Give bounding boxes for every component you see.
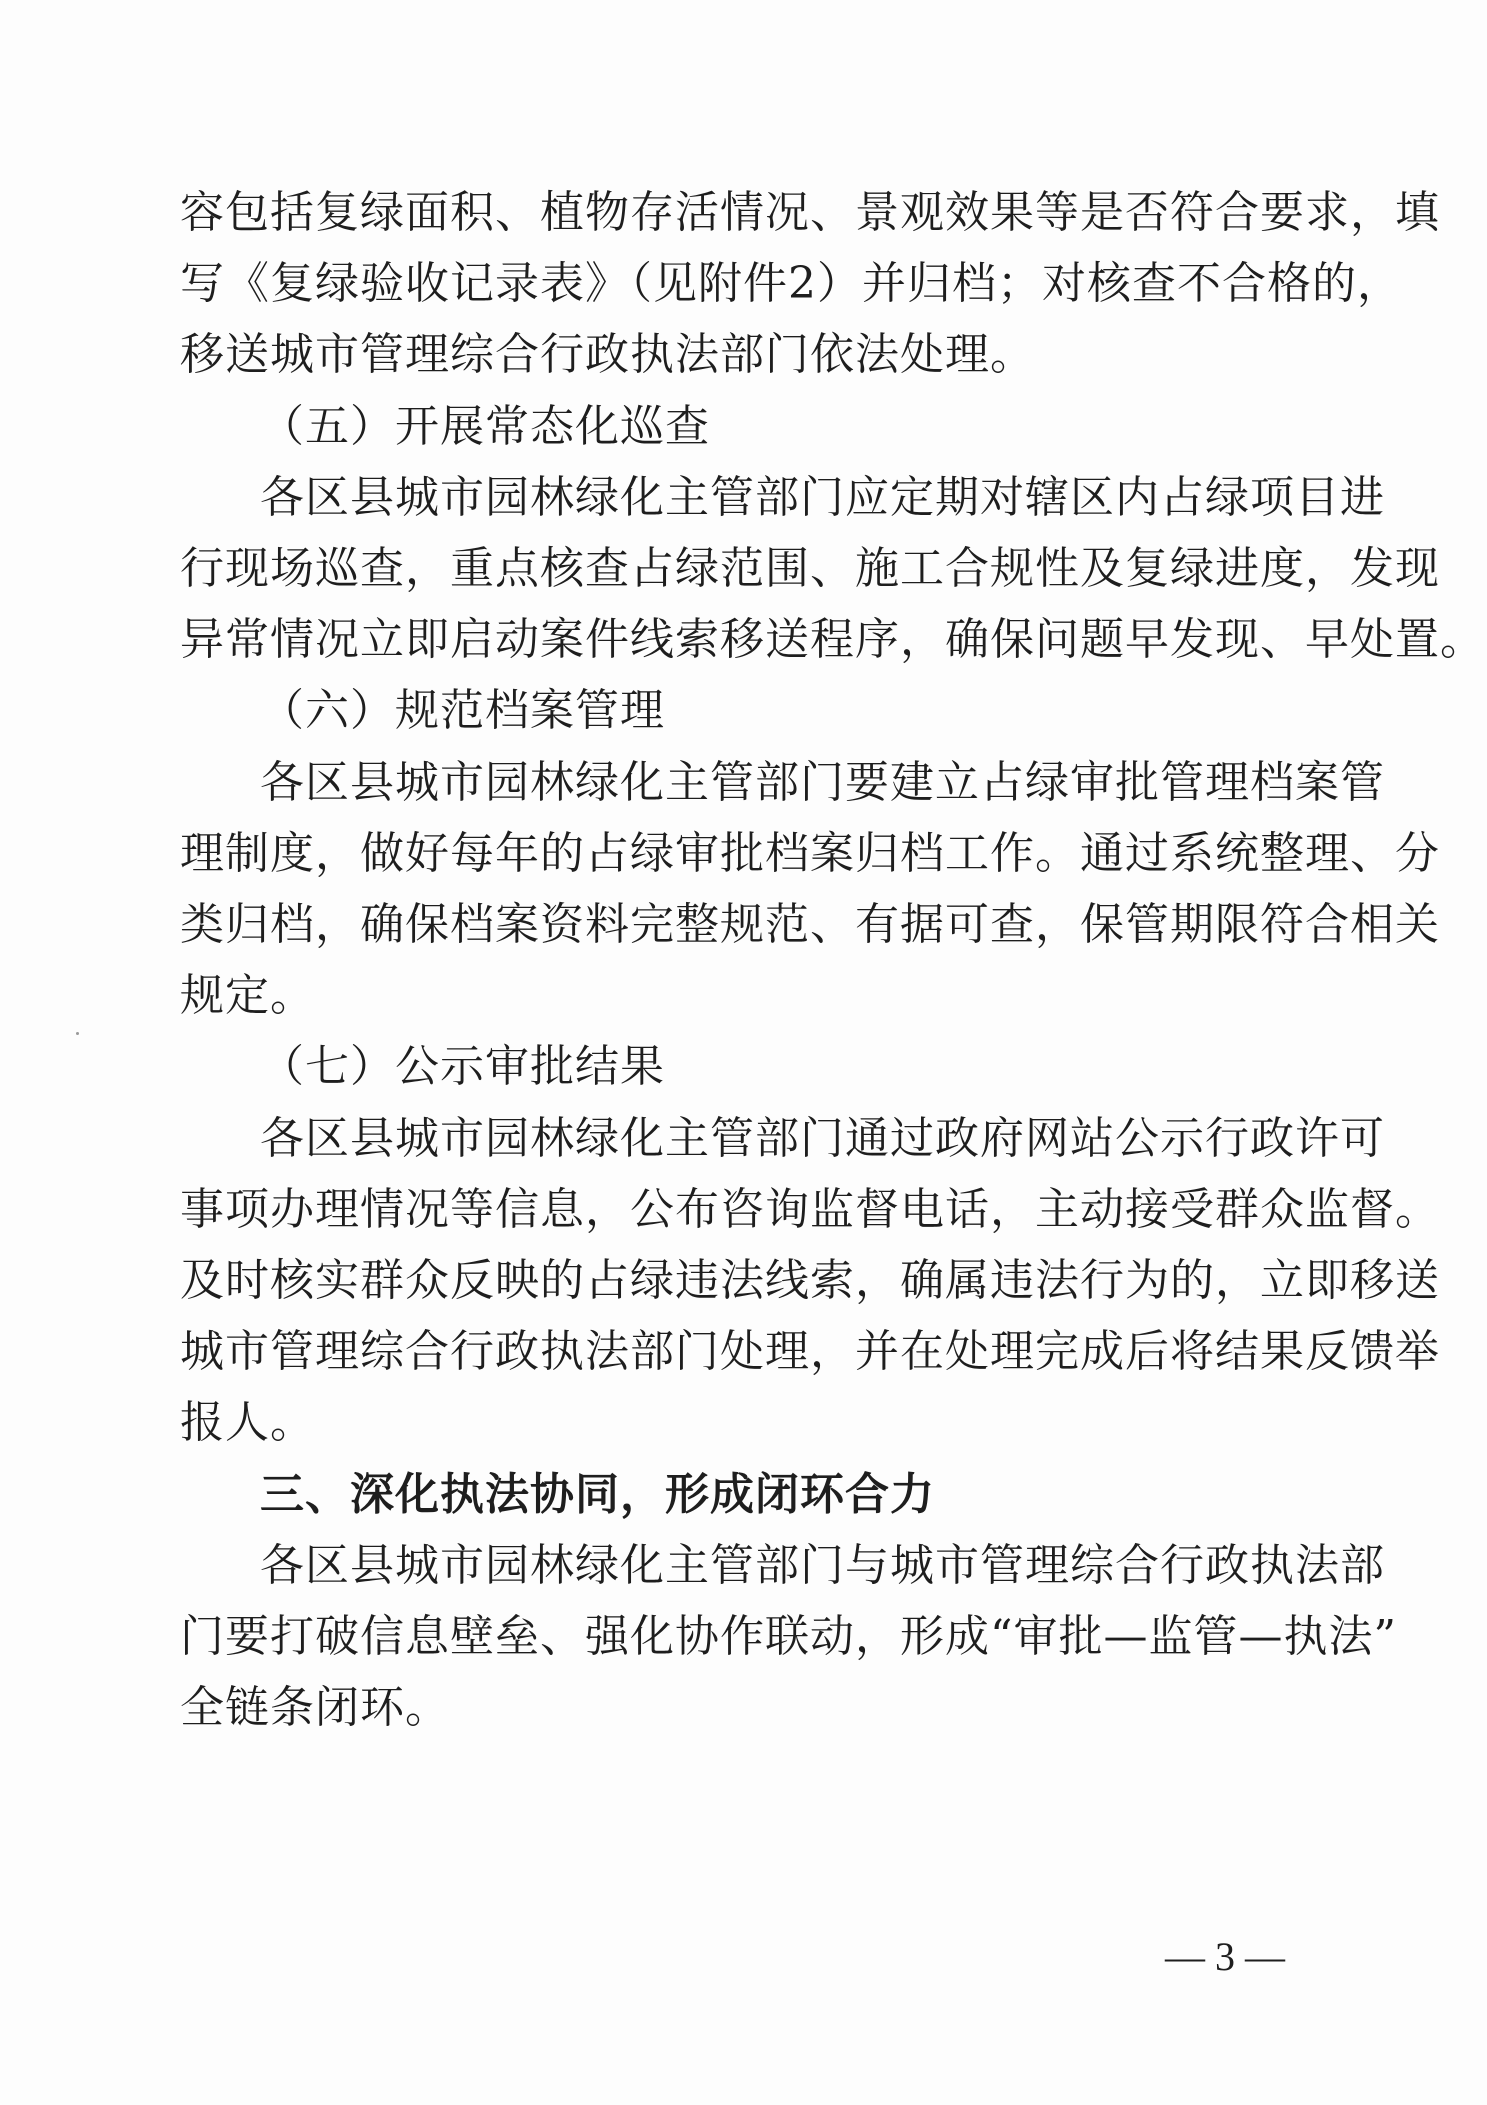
text-line: 各区县城市园林绿化主管部门要建立占绿审批管理档案管 (260, 757, 1385, 808)
text-line: 各区县城市园林绿化主管部门与城市管理综合行政执法部 (260, 1540, 1385, 1591)
text-line: 理制度，做好每年的占绿审批档案归档工作。通过系统整理、分 (180, 828, 1440, 879)
text-line: 类归档，确保档案资料完整规范、有据可查，保管期限符合相关 (180, 899, 1440, 950)
text-line: 门要打破信息壁垒、强化协作联动，形成“审批—监管—执法” (180, 1611, 1397, 1662)
scan-speck (76, 1032, 79, 1035)
page-number: — 3 — (1165, 1934, 1285, 1979)
text-line: 及时核实群众反映的占绿违法线索，确属违法行为的，立即移送 (180, 1255, 1440, 1306)
text-line: 行现场巡查，重点核查占绿范围、施工合规性及复绿进度，发现 (180, 543, 1440, 594)
text-line: 全链条闭环。 (180, 1682, 450, 1733)
text-line: 容包括复绿面积、植物存活情况、景观效果等是否符合要求，填 (180, 187, 1440, 238)
section-heading: （六）规范档案管理 (260, 685, 665, 736)
text-line: 异常情况立即启动案件线索移送程序，确保问题早发现、早处置。 (180, 614, 1485, 665)
section-heading: （五）开展常态化巡查 (260, 401, 710, 452)
text-line: 事项办理情况等信息，公布咨询监督电话，主动接受群众监督。 (180, 1184, 1440, 1235)
text-line: 移送城市管理综合行政执法部门依法处理。 (180, 329, 1035, 380)
text-line: 各区县城市园林绿化主管部门应定期对辖区内占绿项目进 (260, 472, 1385, 523)
part-heading: 三、深化执法协同，形成闭环合力 (260, 1469, 935, 1520)
text-line: 各区县城市园林绿化主管部门通过政府网站公示行政许可 (260, 1113, 1385, 1164)
text-line: 城市管理综合行政执法部门处理，并在处理完成后将结果反馈举 (180, 1326, 1440, 1377)
section-heading: （七）公示审批结果 (260, 1041, 665, 1092)
text-line: 报人。 (180, 1397, 315, 1448)
text-line: 写《复绿验收记录表》（见附件2）并归档；对核查不合格的， (180, 258, 1402, 309)
text-line: 规定。 (180, 970, 315, 1021)
